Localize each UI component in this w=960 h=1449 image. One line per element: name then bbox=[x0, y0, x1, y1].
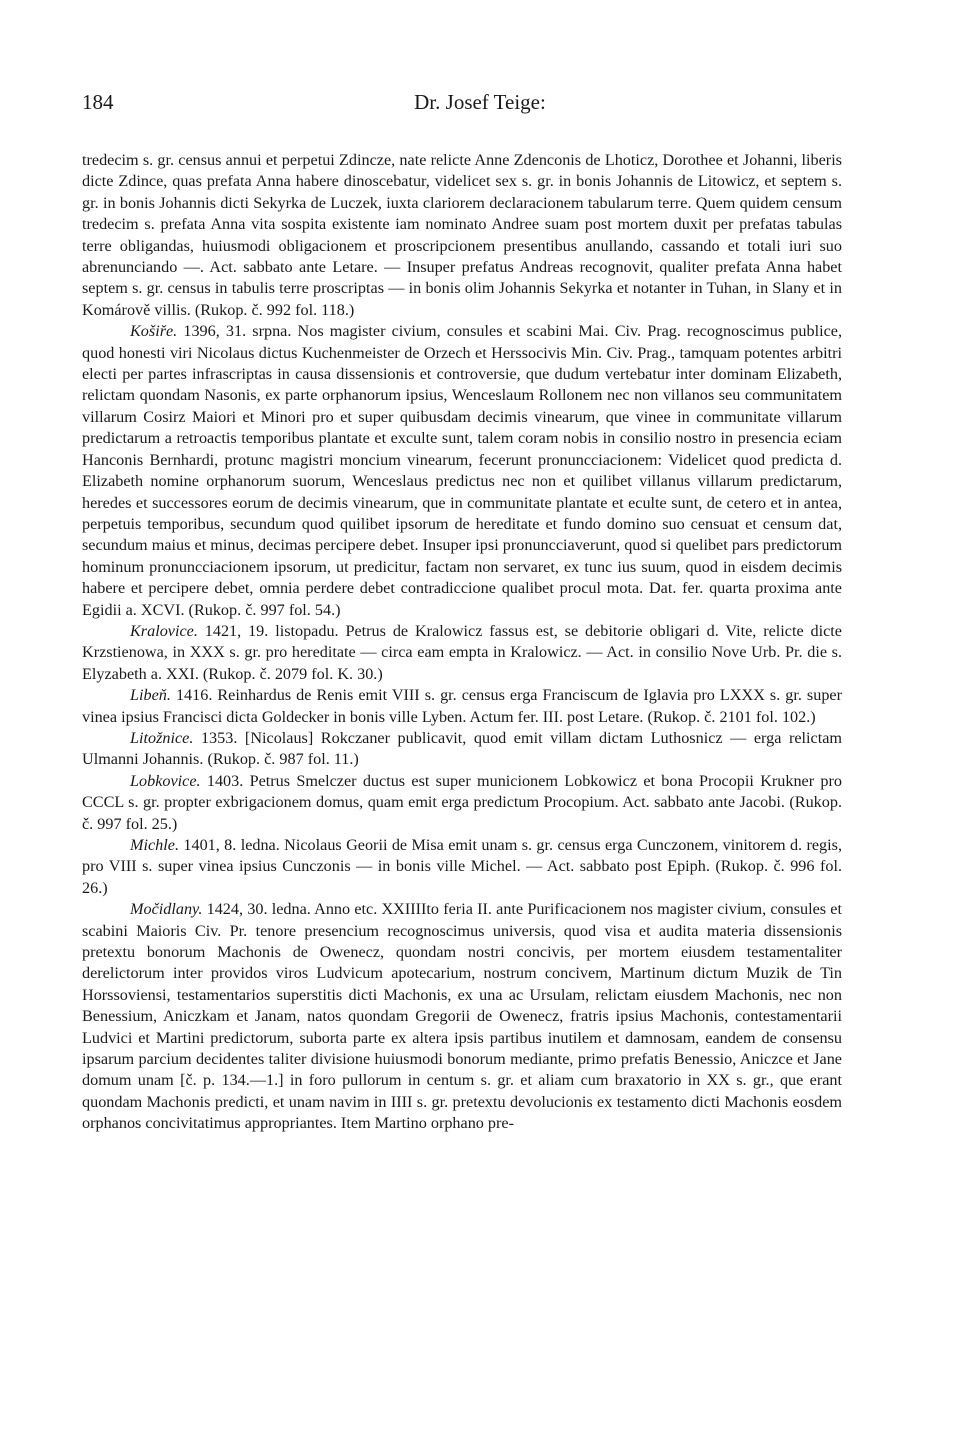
entry-mocidlany bbox=[82, 899, 842, 1134]
running-head: Dr. Josef Teige: bbox=[414, 90, 546, 114]
entry-text: 1401, 8. ledna. Nicolaus Georii de Misa emit unam s. gr. census erga Cunczonem, vinitorem d. regis, pro VIII s. super vinea ipsius Cunczonis — in bonis ville Michel. — Act. sabbato post Epiph. (Rukop. č. 996 fol. 26.) bbox=[82, 836, 842, 897]
place-name: Lobkovice. bbox=[130, 771, 201, 790]
paragraph-text: tredecim s. gr. census annui et perpetui Zdincze, nate relicte Anne Zdenconis de Lhoticz, Dorothee et Johanni, liberis dicte Zdince, quas prefata Anna habere dinoscebatur, videlicet sex s. gr. in bonis Johannis de Litowicz, et septem s. gr. in bonis Johannis dicti Sekyrka de Luczek, iuxta clariorem declaracionem tabularum terre. Quem quidem censum tredecim s. prefata Anna vita sospita existente iam nominato Andree suam post mortem duxit per prefatas tabulas terre obligandas, huiusmodi obligacionem et proscripcionem presentibus anullando, cassando et totali iuri suo abrenunciando —. Act. sabbato ante Letare. — Insuper prefatus Andreas recognovit, qualiter prefata Anna habet septem s. gr. census in tabulis terre proscriptas — in bonis olim Johannis Sekyrka et notanter in Tuhan, in Slany et in Komárově villis. (Rukop. č. 992 fol. 118.) bbox=[82, 151, 842, 319]
page-number: 184 bbox=[82, 90, 114, 114]
place-name: Libeň. bbox=[130, 686, 171, 705]
entry-text: 1403. Petrus Smelczer ductus est super municionem Lobkowicz et bona Procopii Krukner pro CCCL s. gr. propter exbrigacionem domus, quam emit erga predictum Procopium. Act. sabbato ante Jacobi. (Rukop. č. 997 fol. 25.) bbox=[82, 771, 842, 833]
body-text bbox=[82, 150, 842, 1135]
place-name: Košiře. bbox=[130, 322, 178, 341]
entry-kosire bbox=[82, 321, 842, 621]
place-name: Litožnice. bbox=[130, 728, 194, 747]
entry-text: 1396, 31. srpna. Nos magister civium, consules et scabini Mai. Civ. Prag. recognoscimus publice, quod honesti viri Nicolaus dictus Kuchenmeister de Orzech et Herssocivis Min. Civ. Prag., tamquam potentes arbitri electi per partes infrascriptas in causa dissensionis et controversie, que dudum vertebatur inter dominam Elizabeth, relictam quondam Nasonis, ex parte orphanorum ipsius, Wenceslaum Rollonem nec non villanos seu communitatem villarum Cosirz Maiori et Minori pro et super quibusdam decimis vinearum, que vinee in communitate villarum predictarum a retroactis temporibus plantate et exculte sunt, talem coram nobis in consilio nostro in presencia eciam Hanconis Bernhardi, protunc magistri moncium vinearum, fecerunt pronuncciacionem: Videlicet quod predicta d. Elizabeth nomine orphanorum suorum, Wenceslaus predictus nec non et quilibet villanus villarum predictarum, heredes et successores eorum de decimis vinearum, que in communitate plantate et eculte sunt, de cetero et in antea, perpetuis temporibus, secundum quod quilibet ipsorum de hereditate et fundo domino suo censuat et censum dat, secundum maius et minus, decimas percipere debet. Insuper ipsi pronuncciaverunt, quod si quelibet pars predictorum hominum pronuncciacionem ipsorum, ut predicitur, factam non servaret, ex tunc ius suum, quod in eisdem decimis habere et percipere debet, omnia perdere debet contradiccione qualibet procul mota. Dat. fer. quarta proxima ante Egidii a. XCVI. (Rukop. č. 997 fol. 54.) bbox=[82, 322, 842, 619]
place-name: Močidlany. bbox=[130, 900, 203, 919]
entry-liben bbox=[82, 685, 842, 728]
entry-kralovice bbox=[82, 621, 842, 685]
place-name: Kralovice. bbox=[130, 621, 198, 640]
place-name: Michle. bbox=[130, 836, 179, 854]
paragraph-continuation bbox=[82, 150, 842, 321]
entry-text: 1416. Reinhardus de Renis emit VIII s. gr. census erga Franciscum de Iglavia pro LXXX s. gr. super vinea ipsius Francisci dicta Goldecker in bonis ville Lyben. Actum fer. III. post Letare. (Rukop. č. 2101 fol. 102.) bbox=[82, 686, 842, 726]
page-header bbox=[82, 90, 878, 122]
entry-michle bbox=[82, 835, 842, 899]
entry-text: 1353. [Nicolaus] Rokczaner publicavit, quod emit villam dictam Luthosnicz — erga relictam Ulmanni Johannis. (Rukop. č. 987 fol. 11.) bbox=[82, 728, 842, 769]
entry-lobkovice bbox=[82, 771, 842, 835]
entry-text: 1424, 30. ledna. Anno etc. XXIIIIto feria II. ante Purificacionem nos magister civium, consules et scabini Maioris Civ. Pr. tenore presencium recognoscimus universis, quod visa et audita materia dissensionis pretextu bonorum Machonis de Owenecz, quondam nostri concivis, per mortem eiusdem testamentaliter derelictorum inter providos viros Ludvicum apotecarium, nostrum concivem, Martinum dictum Muzik de Tin Horssoviensi, testamentarios superstitis dicti Machonis, ex una ac Ursulam, relictam eiusdem Machonis, nec non Benessium, Aniczkam et Janam, natos quondam Gregorii de Owenecz, fratris ipsius Machonis, contestamentarii Ludvici et Martini predictorum, suborta parte ex altera ipsis partibus inutilem et damnosam, eandem de consensu ipsarum parcium decidentes taliter divisione huiusmodi bonorum mediante, primo prefatis Benessio, Aniczce et Jane domum unam [č. p. 134.—1.] in foro pullorum in centum s. gr. et aliam cum braxatorio in XX s. gr., que erant quondam Machonis predicti, et unam navim in IIII s. gr. pretextu devolucionis ex testamento dicti Machonis eosdem orphanos concivitatimus appropriantes. Item Martino orphano pre- bbox=[82, 900, 842, 1133]
entry-litoznice bbox=[82, 728, 842, 771]
entry-text: 1421, 19. listopadu. Petrus de Kralowicz fassus est, se debitorie obligari d. Vite, relicte dicte Krzstienowa, in XXX s. gr. pro hereditate — circa eam empta in Kralowicz. — Act. in consilio Nove Urb. Pr. die s. Elyzabeth a. XXI. (Rukop. č. 2079 fol. K. 30.) bbox=[82, 621, 842, 683]
